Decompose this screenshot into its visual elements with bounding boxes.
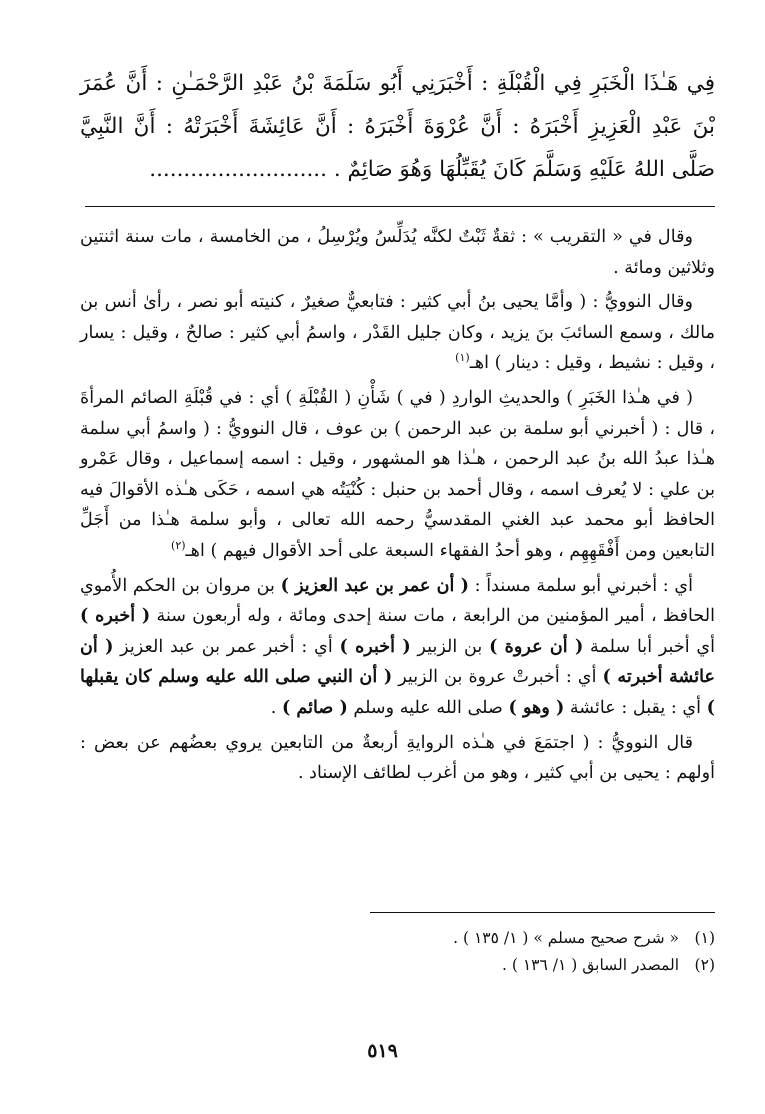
hadith-dots: ..........................	[149, 157, 327, 182]
footnote-number: (٢)	[694, 956, 715, 974]
page-number: ٥١٩	[367, 1040, 398, 1062]
footnote-ref-1: (١)	[455, 351, 470, 365]
matn-quote: ( أخبره )	[80, 605, 151, 627]
divider-rule	[85, 206, 715, 207]
matn-quote: ( وهو )	[508, 696, 565, 718]
footnote-text: المصدر السابق ( ١/ ١٣٦ ) .	[502, 956, 679, 974]
paragraph-nawawi-yahya	[80, 287, 715, 379]
footnote-text: « شرح صحيح مسلم » ( ١/ ١٣٥ ) .	[453, 929, 679, 947]
paragraph-abu-salama	[80, 383, 715, 567]
paragraph-text: وقال النوويُّ : ( وأمَّا يحيى بنُ أبي كثير : فتابعيٌّ صغيرٌ ، كنيته أبو نصر ، رأىٰ أنس بن مالك ، وسمع السائبَ بنَ يزيد ، وكان جليل القَدْر ، واسمُ أبي كثير : صالحٌ ، وقيل : يسار ، وقيل : نشيط ، وقيل : دينار ) اهـ	[80, 292, 715, 374]
paragraph-isnad	[80, 571, 715, 724]
matn-quote: ( أن عائشة أخبرته )	[80, 635, 716, 688]
hadith-text-block	[80, 62, 715, 191]
paragraph-taqrib: وقال في « التقريب » : ثقةٌ ثَبْتٌ لكنَّه يُدَلِّسُ ويُرْسِلُ ، من الخامسة ، مات سنة اثنتين وثلاثين ومائة .	[80, 227, 715, 278]
paragraph-text: أي أخبر أبا سلمة	[590, 636, 716, 657]
paragraph-text: .	[270, 697, 277, 718]
paragraph-text: أي : أخبرني أبو سلمة مسنداً :	[474, 575, 694, 596]
matn-quote: ( أخبره )	[339, 635, 411, 657]
matn-quote: ( أن النبي صلى الله عليه وسلم كان يقبلها )	[80, 666, 715, 718]
footnotes	[80, 925, 715, 979]
paragraph-text: صلى الله عليه وسلم	[353, 697, 503, 718]
hadith-text: فِي هَـٰذَا الْخَبَرِ فِي الْقُبْلَةِ : أَخْبَرَنِي أَبُو سَلَمَةَ بْنُ عَبْدِ الرَّحْمَـٰنِ : أَنَّ عُمَرَ بْنَ عَبْدِ الْعَزِيزِ أَخْبَرَهُ : أَنَّ عُرْوَةَ أَخْبَرَهُ : أَنَّ عَائِشَةَ أَخْبَرَتْهُ : أَنَّ النَّبِيَّ صَلَّى اللهُ عَلَيْهِ وَسَلَّمَ كَانَ يُقَبِّلُهَا وَهُوَ صَائِمٌ .	[80, 71, 715, 182]
paragraph-text: أي : يقبل : عائشة	[569, 697, 702, 718]
footnote-2	[80, 952, 715, 979]
footnote-rule	[370, 912, 715, 913]
commentary-text	[80, 222, 715, 793]
matn-quote: ( أن عمر بن عبد العزيز )	[280, 574, 469, 596]
footnote-number: (١)	[694, 929, 715, 947]
footnote-1	[80, 925, 715, 952]
paragraph-text: أي : أخبر عمر بن عبد العزيز	[120, 636, 333, 657]
paragraph-text: بن مروان بن الحكم الأُموي الحافظ ، أمير المؤمنين من الرابعة ، مات سنة إحدى ومائة ، وله أربعون سنة	[80, 575, 716, 627]
paragraph-nawawi-tabiin: قال النوويُّ : ( اجتمَعَ في هـٰذه الروايةِ أربعةٌ من التابعين يروي بعضُهم عن بعض : أولهم : يحيى بن أبي كثير ، وهو من أغرب لطائف الإسناد .	[80, 732, 715, 784]
matn-quote: ( صائم )	[281, 696, 348, 718]
paragraph-text: أي : أخبرتْ عروة بن الزبير	[398, 667, 597, 688]
paragraph-text: بن الزبير	[417, 636, 483, 657]
matn-quote: ( أن عروة )	[489, 635, 584, 657]
paragraph-text: ( في هـٰذا الخَبَرِ ) والحديثِ الواردِ ( في ) شَأْنِ ( القُبْلَةِ ) أي : في قُبْلَةِ الصائم المرأةَ ، قال : ( أخبرني أبو سلمة بن عبد الرحمن ) بن عوف ، قال النوويُّ : ( واسمُ أبي سلمة هـٰذا عبدُ الله بنُ عبد الرحمن ، هـٰذا هو المشهور ، وقيل : اسمه إسماعيل ، وقال عَمْرو بن علي : لا يُعرف اسمه ، وقال أحمد بن حنبل : كُنْيَتُه هي اسمه ، حَكَى هـٰذه الأقوالَ فيه الحافظ أبو محمد عبد الغني المقدسيُّ رحمه الله تعالى ، وأبو سلمة هـٰذا من أَجَلِّ التابعين ومن أَفْقَهِهِم ، وهو أحدُ الفقهاء السبعة على أحد الأقوال فيهم ) اهـ	[80, 387, 715, 561]
footnote-ref-2: (٢)	[171, 539, 186, 553]
